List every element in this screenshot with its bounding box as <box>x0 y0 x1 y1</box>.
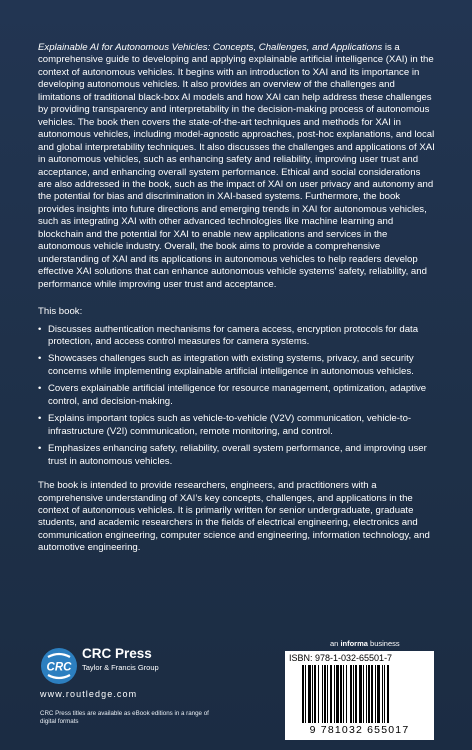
barcode-bar <box>384 665 385 723</box>
barcode-bar <box>368 665 370 723</box>
ebook-note: CRC Press titles are available as eBook editions in a range of digital formats <box>40 710 209 726</box>
barcode-bar <box>340 665 342 723</box>
barcode-bar <box>327 665 328 723</box>
barcode-bar <box>318 665 319 723</box>
barcode-bar <box>312 665 313 723</box>
barcode-number: 9 781032 655017 <box>309 724 410 736</box>
barcode-bar <box>382 665 383 723</box>
book-title: Explainable AI for Autonomous Vehicles: Concepts, Challenges, and Applications <box>38 42 383 53</box>
feature-text: Discusses authentication mechanisms for camera access, encryption protocols for data protection, and access control measures for camera systems. <box>48 323 419 347</box>
barcode-bar <box>308 665 311 723</box>
crc-logo-icon <box>40 647 78 685</box>
barcode-bar <box>377 665 380 723</box>
bullet-icon: • <box>38 413 42 425</box>
barcode-bar <box>355 665 357 723</box>
isbn-label: ISBN: 978-1-032-65501-7 <box>289 653 393 663</box>
barcode-bar <box>343 665 344 723</box>
feature-text: Showcases challenges such as integration with existing systems, privacy, and security concerns while implementing explainable artificial intelligence in autonomous vehicles. <box>48 353 414 377</box>
barcode-bar <box>371 665 373 723</box>
publisher-website: www.routledge.com <box>40 689 138 699</box>
barcode-bar <box>359 665 362 723</box>
barcode-bar <box>302 665 304 723</box>
barcode-bar <box>363 665 364 723</box>
publisher-group: Taylor & Francis Group <box>82 663 159 672</box>
barcode-bar <box>336 665 339 723</box>
barcode-bar <box>314 665 316 723</box>
barcode-icon <box>302 665 420 723</box>
feature-text: Covers explainable artificial intelligence for resource management, optimization, adaptive control, and decision-making. <box>48 383 427 407</box>
barcode-bar <box>324 665 326 723</box>
barcode-bar <box>387 665 389 723</box>
feature-text: Explains important topics such as vehicle-to-vehicle (V2V) communication, vehicle-to-infrastructure (V2I) communication, remote monitoring, and control. <box>48 413 412 437</box>
barcode-bar <box>350 665 352 723</box>
bullet-icon: • <box>38 443 42 455</box>
informa-business-tag: an informa business <box>330 639 400 648</box>
bullet-icon: • <box>38 383 42 395</box>
barcode-bar <box>330 665 332 723</box>
bullet-icon: • <box>38 323 42 335</box>
feature-text: Emphasizes enhancing safety, reliability, overall system performance, and improving user trust in autonomous vehicles. <box>48 443 427 467</box>
barcode-bar <box>322 665 323 723</box>
barcode-bar <box>334 665 335 723</box>
informa-brand: informa <box>340 639 368 648</box>
barcode-bar <box>366 665 367 723</box>
barcode-bar <box>353 665 354 723</box>
bullet-icon: • <box>38 353 42 365</box>
barcode-bar <box>346 665 347 723</box>
publisher-name: CRC Press <box>82 646 152 661</box>
barcode-bar <box>375 665 376 723</box>
crc-logo-text: CRC <box>46 661 72 674</box>
barcode-bar <box>305 665 306 723</box>
this-book-label: This book: <box>38 306 83 318</box>
closing-paragraph: The book is intended to provide researchers, engineers, and practitioners with a comprehensive understanding of XAI’s key concepts, challenges, and applications in the context of autonomous vehicles. It is primarily written for senior undergraduate, graduate students, and academic researchers in the fields of electrical engineering, electronics and communication engineering, computer science and engineering, information technology, and automotive engineering. <box>38 480 430 554</box>
description-text: is a comprehensive guide to developing and applying explainable artificial intelligence (XAI) in the context of autonomous vehicles. It begins with an introduction to XAI and its importance in developing autonomous vehicles. It also provides an overview of the challenges and limitations of traditional black-box AI models and how XAI can help address these challenges by providing transparency and interpretability in the decision-making process of autonomous vehicles. The book then covers the state-of-the-art techniques and methods for XAI in autonomous vehicles, including model-agnostic approaches, post-hoc explanations, and local and global interpretability techniques. It also discusses the challenges and applications of XAI in autonomous vehicles, such as enhancing safety and reliability, improving user trust and acceptance, and enhancing overall system performance. Ethical and social considerations are also addressed in the book, such as the impact of XAI on user privacy and autonomy and the potential for bias and discrimination in XAI-based systems. Furthermore, the book provides insights into future directions and emerging trends in XAI for autonomous vehicles, such as integrating XAI with other advanced technologies like machine learning and blockchain and the potential for XAI to enable new applications and services in the autonomous vehicle industry. Overall, the book aims to provide a comprehensive understanding of XAI and its applications in autonomous vehicles to help readers develop effective XAI solutions that can enhance autonomous vehicle systems’ safety, reliability, and performance while improving user trust and acceptance. <box>38 42 435 290</box>
